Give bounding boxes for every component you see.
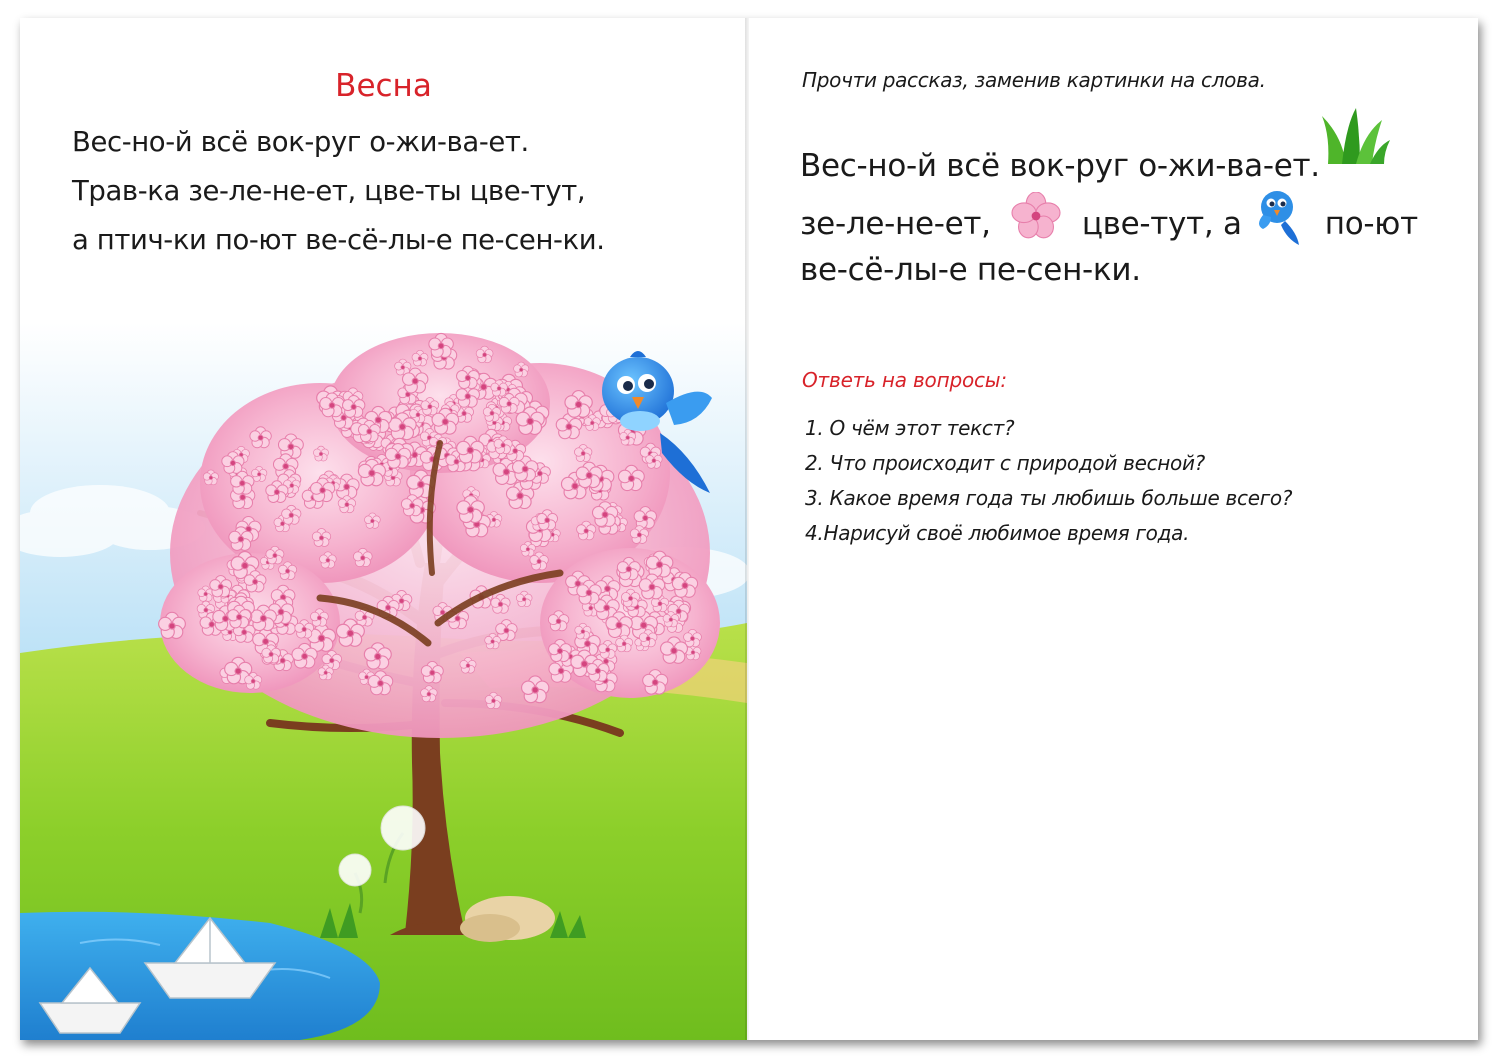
question-3: 3. Какое время года ты любишь больше всего? <box>805 486 1293 510</box>
instruction-text: Прочти рассказ, заменив картинки на слова. <box>802 68 1266 92</box>
questions-heading: Ответь на вопросы: <box>802 368 1007 392</box>
question-4: 4.Нарисуй своё любимое время года. <box>805 521 1190 545</box>
spring-illustration <box>20 323 747 1040</box>
story-title: Весна <box>335 68 432 104</box>
rebus-line-1-text: Вес-но-й всё вок-руг о-жи-ва-ет. <box>800 148 1320 184</box>
rebus-line-2-part-3: по-ют <box>1324 206 1418 242</box>
grass-icon <box>1320 106 1392 185</box>
question-2: 2. Что происходит с природой весной? <box>805 451 1205 475</box>
right-page <box>749 18 1478 1040</box>
rebus-text <box>800 128 1470 299</box>
story-line-1: Вес-но-й всё вок-руг о-жи-ва-ет. <box>72 126 529 158</box>
rebus-line-3: ве-сё-лы-е пе-сен-ки. <box>800 252 1141 288</box>
question-1: 1. О чём этот текст? <box>805 416 1015 440</box>
story-text <box>72 118 605 265</box>
story-line-2: Трав-ка зе-ле-не-ет, цве-ты цве-тут, <box>72 175 586 207</box>
rebus-line-1 <box>800 128 1470 185</box>
book-spread <box>20 18 1478 1040</box>
rebus-line-2-part-2: цве-тут, а <box>1081 206 1242 242</box>
questions-list <box>805 411 1292 551</box>
left-page <box>20 18 747 1040</box>
rebus-line-2-part-1: зе-ле-не-ет, <box>800 206 991 242</box>
rebus-line-2 <box>800 185 1470 242</box>
story-line-3: а птич-ки по-ют ве-сё-лы-е пе-сен-ки. <box>72 224 605 256</box>
